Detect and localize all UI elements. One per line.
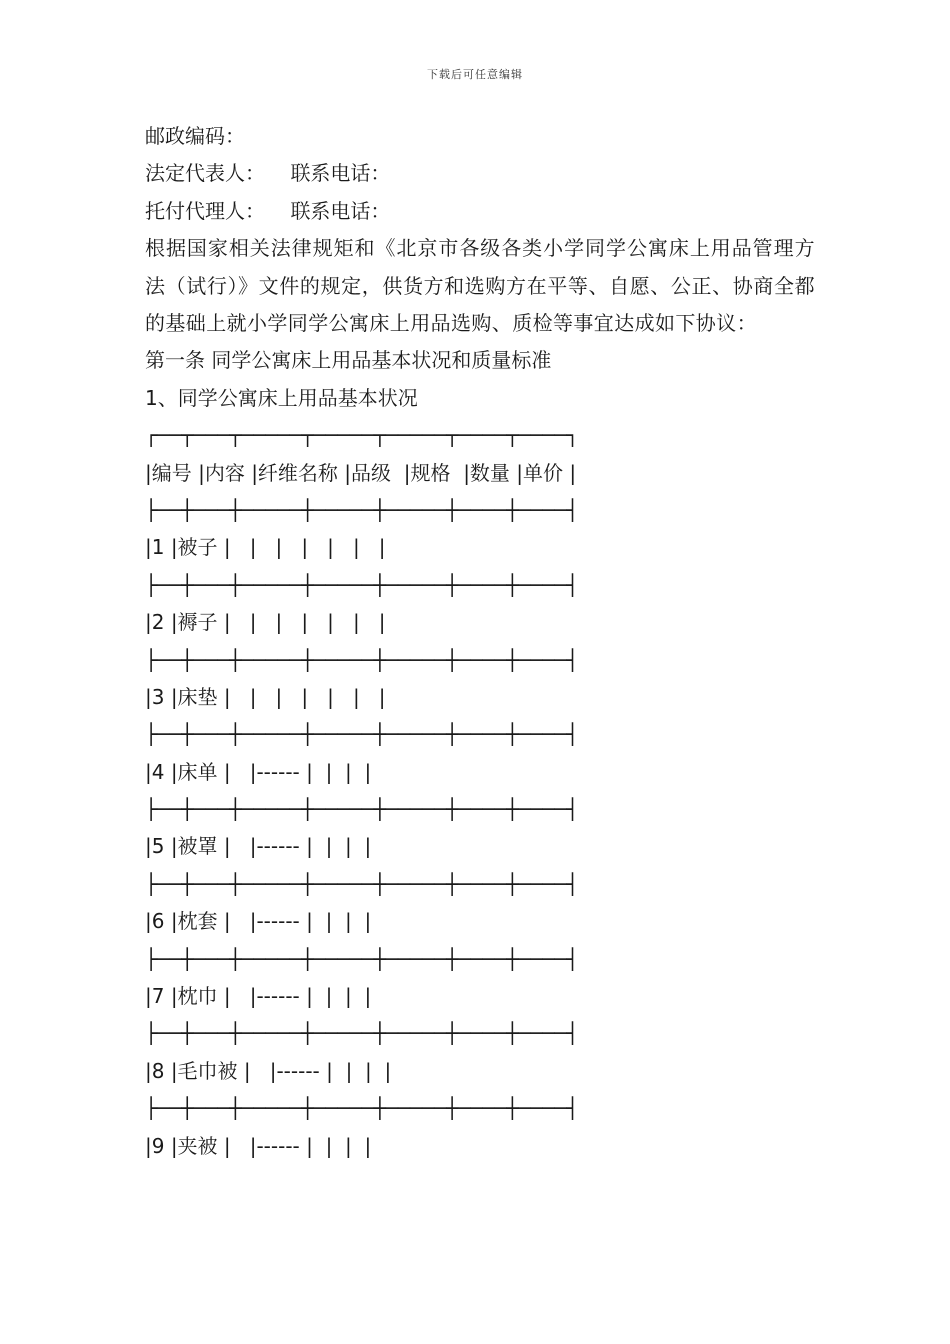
table-separator: ├──┼───┼─────┼─────┼─────┼────┼────┤ [145,871,579,896]
document-body [145,118,815,1165]
table-separator: ├──┼───┼─────┼─────┼─────┼────┼────┤ [145,572,579,597]
table-separator: ├──┼───┼─────┼─────┼─────┼────┼────┤ [145,722,579,747]
agent-phone-label: 联系电话： [290,198,391,223]
table-row: |7 |枕巾 | |------ | | | | [145,984,372,1009]
table-separator: ├──┼───┼─────┼─────┼─────┼────┼────┤ [145,797,579,822]
article1-subtitle: 1、同学公寓床上用品基本状况 [145,385,418,410]
postal-code-field: 邮政编码： [145,124,245,148]
table-separator: ├──┼───┼─────┼─────┼─────┼────┼────┤ [145,647,579,672]
page-header: 下载后可任意编辑 [427,68,523,81]
table-separator: ├──┼───┼─────┼─────┼─────┼────┼────┤ [145,1096,579,1121]
table-row: |6 |枕套 | |------ | | | | [145,909,372,934]
table-separator: ├──┼───┼─────┼─────┼─────┼────┼────┤ [145,497,579,522]
agreement-paragraph: 根据国家相关法律规矩和《北京市各级各类小学同学公寓床上用品管理方法（试行）》文件的规定，供货方和选购方在平等、自愿、公正、协商全都的基础上就小学同学公寓床上用品选购、质检等事宜达成如下协议： [145,236,815,335]
table-header-row: |编号 |内容 |纤维名称 |品级 |规格 |数量 |单价 | [145,460,577,485]
table-row: |2 |褥子 | | | | | | | [145,610,386,635]
agent-label: 托付代理人： [145,198,265,223]
legal-rep-label: 法定代表人： [145,161,265,186]
table-row: |3 |床垫 | | | | | | | [145,684,386,709]
table-row: |9 |夹被 | |------ | | | | [145,1133,372,1158]
legal-rep-phone-label: 联系电话： [290,161,391,186]
article1-title: 第一条 同学公寓床上用品基本状况和质量标准 [145,348,552,373]
table-separator: ├──┼───┼─────┼─────┼─────┼────┼────┤ [145,1021,579,1046]
agent-line [145,193,815,230]
legal-rep-line [145,155,815,192]
table-row: |5 |被罩 | |------ | | | | [145,834,372,859]
table-row: |8 |毛巾被 | |------ | | | | [145,1058,392,1083]
table-row: |4 |床单 | |------ | | | | [145,759,372,784]
table-row: |1 |被子 | | | | | | | [145,535,386,560]
table-top-border: ┌──┬───┬─────┬─────┬─────┬────┬────┐ [145,423,579,448]
table-separator: ├──┼───┼─────┼─────┼─────┼────┼────┤ [145,946,579,971]
